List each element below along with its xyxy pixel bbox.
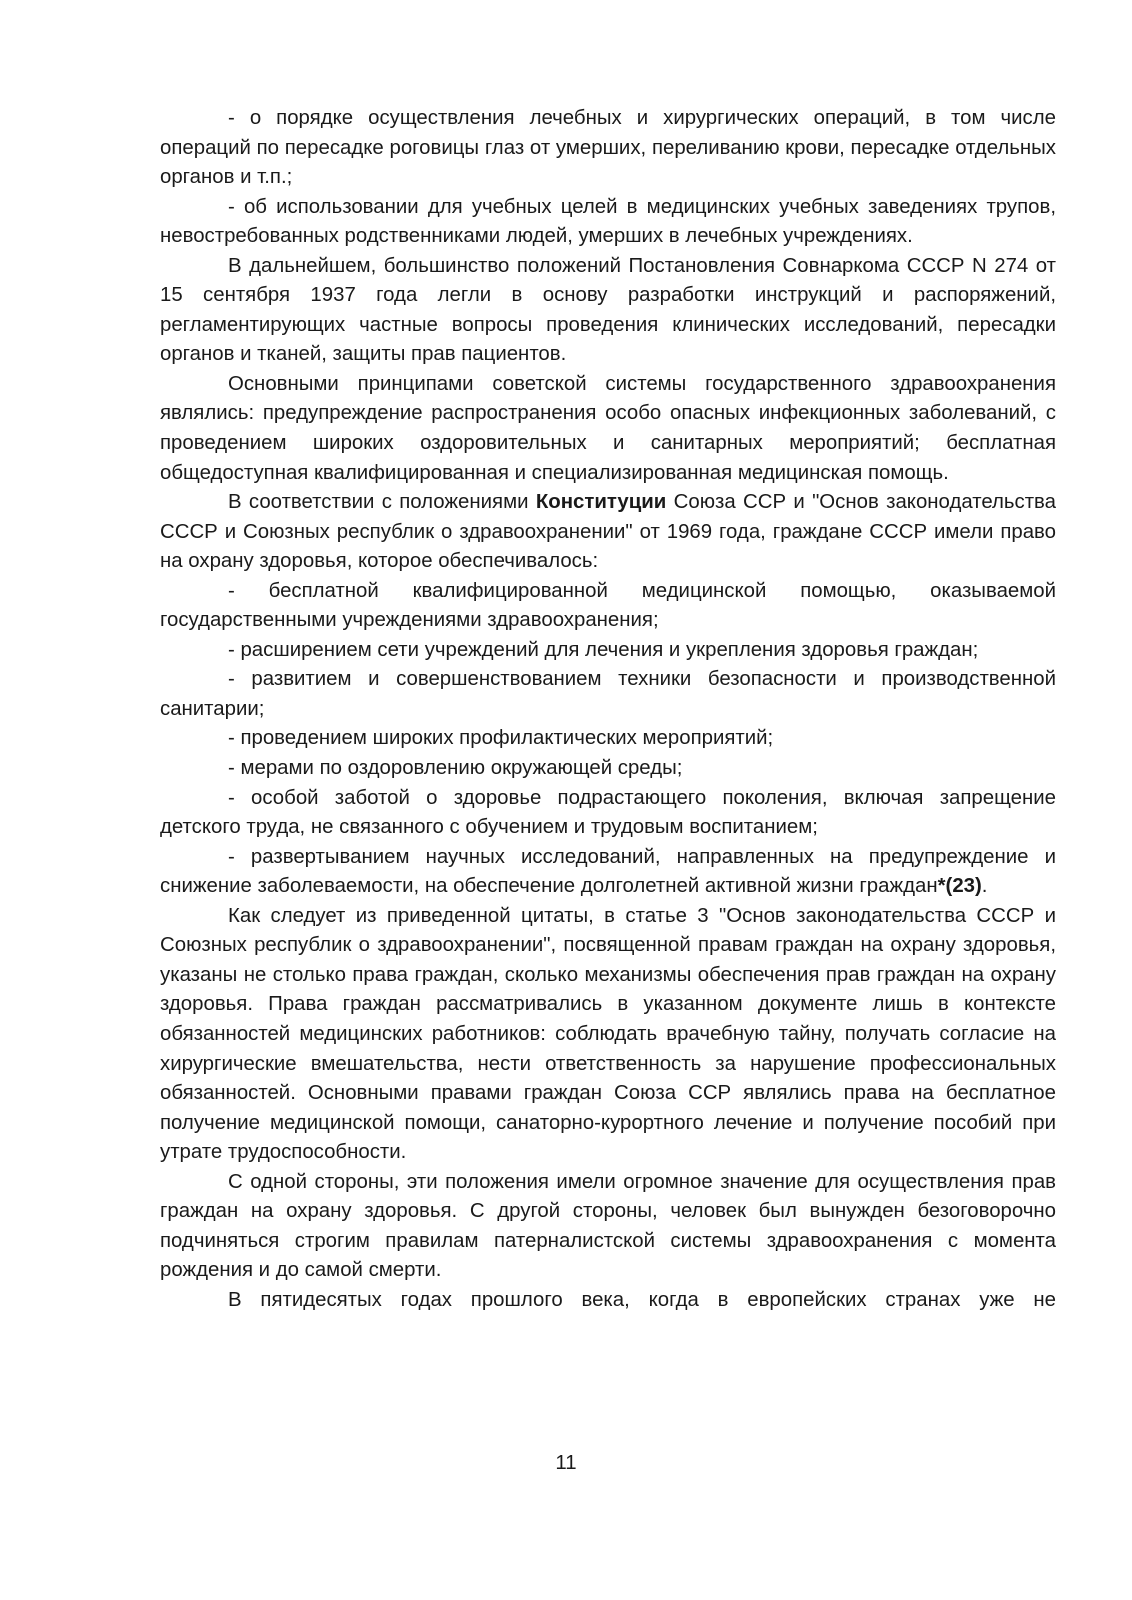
bold-term-constitution: Конституции xyxy=(535,491,667,514)
footnote-reference[interactable]: *(23) xyxy=(937,875,982,898)
list-item: - проведением широких профилактических мероприятий; xyxy=(228,727,774,750)
list-item: - бесплатной квалифицированной медицинской помощью, оказываемой государственными учреждениями здравоохранения; xyxy=(160,579,1056,632)
page-number: 11 xyxy=(555,1452,577,1474)
paragraph: В пятидесятых годах прошлого века, когда в европейских странах уже не xyxy=(228,1288,1056,1311)
text-run: Союза ССР и "Основ законодательства СССР и Союзных республик о здравоохранении" от 1969 года, граждане СССР имели право на охрану здоровья, которое обеспечивалось: xyxy=(160,491,1057,573)
list-item xyxy=(160,843,1056,902)
list-item: - расширением сети учреждений для лечения и укрепления здоровья граждан; xyxy=(228,638,979,661)
document-body xyxy=(160,104,1056,1315)
paragraph: Основными принципами советской системы государственного здравоохранения являлись: предупреждение распространения особо опасных инфекционных заболеваний, с проведением широких оздоровительных и санитарных мероприятий; бесплатная общедоступная квалифицированная и специализированная медицинская помощь. xyxy=(160,372,1056,484)
paragraph: С одной стороны, эти положения имели огромное значение для осуществления прав граждан на охрану здоровья. С другой стороны, человек был вынужден безоговорочно подчиняться строгим правилам патерналистской системы здравоохранения с момента рождения и до самой смерти. xyxy=(160,1170,1056,1282)
paragraph: - об использовании для учебных целей в медицинских учебных заведениях трупов, невостребованных родственниками людей, умерших в лечебных учреждениях. xyxy=(160,195,1056,248)
list-item: - мерами по оздоровлению окружающей среды; xyxy=(228,757,683,780)
text-run: В соответствии с положениями xyxy=(228,491,536,514)
text-run: . xyxy=(981,875,988,898)
text-run: - развертыванием научных исследований, направленных на предупреждение и снижение заболеваемости, на обеспечение долголетней активной жизни граждан xyxy=(160,845,1056,898)
list-item: - развитием и совершенствованием техники безопасности и производственной санитарии; xyxy=(160,668,1056,720)
paragraph: Как следует из приведенной цитаты, в статье 3 "Основ законодательства СССР и Союзных республик о здравоохранении", посвященной правам граждан на охрану здоровья, указаны не столько права граждан, сколько механизмы обеспечения прав граждан на охрану здоровья. Права граждан рассматривались в указанном документе лишь в контексте обязанностей медицинских работников: соблюдать врачебную тайну, получать согласие на хирургические вмешательства, нести ответственность за нарушение профессиональных обязанностей. Основными правами граждан Союза ССР являлись права на бесплатное получение медицинской помощи, санаторно-курортного лечение и получение пособий при утрате трудоспособности. xyxy=(160,904,1056,1164)
paragraph: В дальнейшем, большинство положений Постановления Совнаркома СССР N 274 от 15 сентября 1937 года легли в основу разработки инструкций и распоряжений, регламентирующих частные вопросы проведения клинических исследований, пересадки органов и тканей, защиты прав пациентов. xyxy=(160,254,1056,366)
paragraph: - о порядке осуществления лечебных и хирургических операций, в том числе операций по пересадке роговицы глаз от умерших, переливанию крови, пересадке отдельных органов и т.п.; xyxy=(160,107,1056,189)
list-item: - особой заботой о здоровье подрастающего поколения, включая запрещение детского труда, не связанного с обучением и трудовым воспитанием; xyxy=(160,786,1056,839)
paragraph-constitution xyxy=(160,488,1056,577)
